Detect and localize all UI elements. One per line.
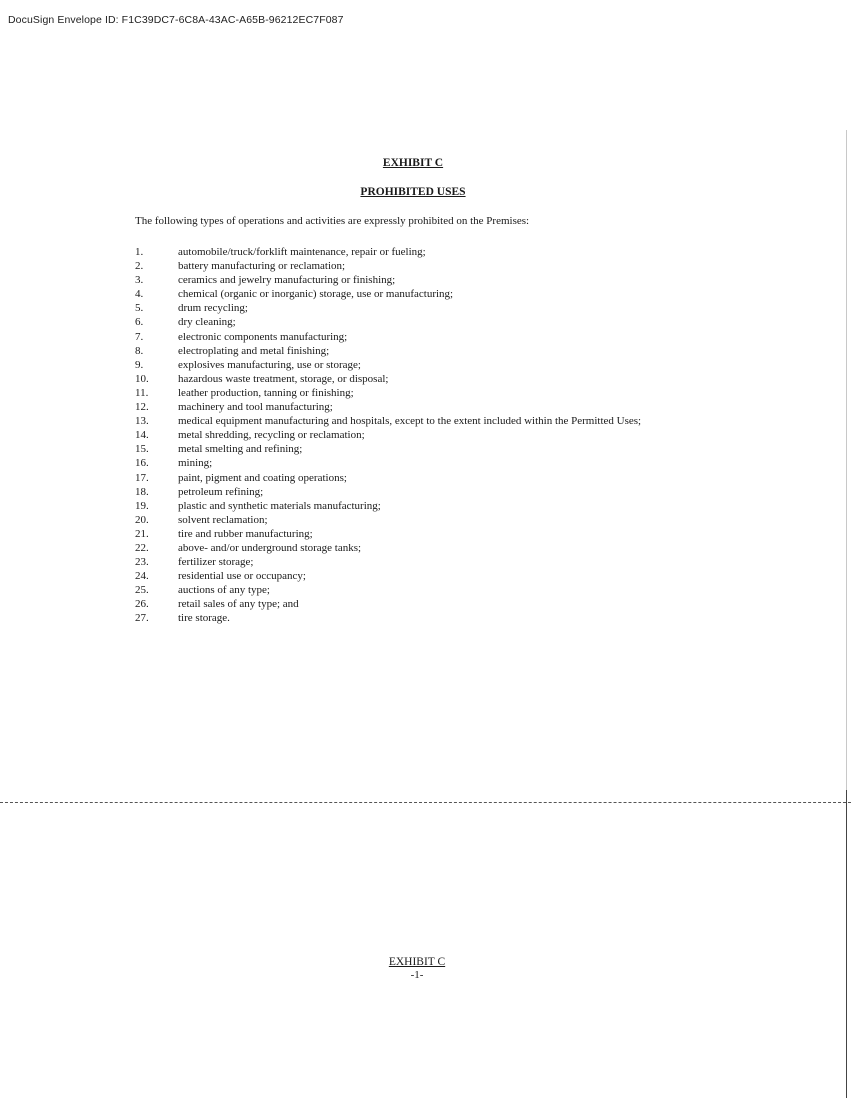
- list-item: [135, 569, 641, 583]
- list-item-number: 16.: [135, 457, 149, 470]
- list-item-number: 2.: [135, 260, 144, 273]
- list-item: [135, 428, 641, 442]
- list-item-number: 24.: [135, 570, 149, 583]
- list-item-text: battery manufacturing or reclamation;: [178, 260, 346, 273]
- list-item: [135, 555, 641, 569]
- scan-edge-rule-dark: [846, 790, 847, 1098]
- list-item-text: petroleum refining;: [178, 485, 264, 498]
- list-item-number: 9.: [135, 358, 144, 371]
- list-item-number: 5.: [135, 302, 144, 315]
- list-item-number: 22.: [135, 541, 149, 554]
- list-item: [135, 259, 641, 273]
- list-item: [135, 471, 641, 485]
- list-item: [135, 597, 641, 611]
- list-item: [135, 611, 641, 625]
- list-item: [135, 456, 641, 470]
- list-item-number: 10.: [135, 372, 149, 385]
- list-item-text: mining;: [178, 457, 213, 470]
- list-item: [135, 386, 641, 400]
- list-item: [135, 527, 641, 541]
- footer-page-number: -1-: [410, 969, 424, 981]
- list-item-number: 7.: [135, 330, 144, 343]
- list-item-text: metal smelting and refining;: [178, 443, 303, 456]
- list-item: [135, 273, 641, 287]
- list-item-number: 27.: [135, 612, 149, 625]
- list-item-text: auctions of any type;: [178, 584, 270, 597]
- list-item: [135, 358, 641, 372]
- list-item-text: fertilizer storage;: [178, 556, 254, 569]
- page-break-dashed-line: [0, 802, 851, 803]
- list-item-text: medical equipment manufacturing and hospitals, except to the extent included within the Permitted Uses;: [178, 415, 642, 428]
- list-item-number: 8.: [135, 344, 144, 357]
- list-item-number: 26.: [135, 598, 149, 611]
- list-item-number: 14.: [135, 429, 149, 442]
- list-item: [135, 330, 641, 344]
- list-item-number: 4.: [135, 288, 144, 301]
- prohibited-uses-heading: PROHIBITED USES: [360, 186, 466, 198]
- list-item-number: 19.: [135, 499, 149, 512]
- list-item-text: dry cleaning;: [178, 316, 236, 329]
- list-item: [135, 485, 641, 499]
- list-item: [135, 301, 641, 315]
- list-item-text: automobile/truck/forklift maintenance, repair or fueling;: [178, 246, 426, 258]
- list-item: [135, 541, 641, 555]
- list-item: [135, 372, 641, 386]
- list-item-text: electroplating and metal finishing;: [178, 344, 330, 357]
- list-item-text: drum recycling;: [178, 302, 248, 315]
- list-item: [135, 414, 641, 428]
- list-item: [135, 499, 641, 513]
- list-item-text: above- and/or underground storage tanks;: [178, 541, 362, 554]
- list-item-text: solvent reclamation;: [178, 513, 268, 526]
- list-item: [135, 245, 641, 259]
- list-item-number: 12.: [135, 401, 149, 414]
- list-item-number: 25.: [135, 584, 149, 597]
- list-item-number: 20.: [135, 513, 149, 526]
- list-item-text: leather production, tanning or finishing;: [178, 386, 354, 399]
- list-item: [135, 583, 641, 597]
- prohibited-uses-list: [135, 245, 641, 626]
- docusign-envelope-id: DocuSign Envelope ID: F1C39DC7-6C8A-43AC-A65B-96212EC7F087: [8, 14, 344, 26]
- list-item-text: hazardous waste treatment, storage, or disposal;: [178, 372, 389, 385]
- list-item-text: retail sales of any type; and: [178, 598, 299, 611]
- list-item-number: 3.: [135, 274, 144, 287]
- list-item: [135, 513, 641, 527]
- list-item-text: electronic components manufacturing;: [178, 330, 348, 343]
- list-item-text: plastic and synthetic materials manufacturing;: [178, 499, 381, 512]
- list-item-number: 23.: [135, 556, 149, 569]
- list-item-text: ceramics and jewelry manufacturing or finishing;: [178, 274, 396, 287]
- list-item-number: 17.: [135, 471, 149, 484]
- list-item-text: paint, pigment and coating operations;: [178, 471, 347, 484]
- list-item-number: 15.: [135, 443, 149, 456]
- list-item-number: 13.: [135, 415, 149, 428]
- list-item-number: 11.: [135, 386, 149, 399]
- list-item-text: metal shredding, recycling or reclamation;: [178, 429, 365, 442]
- list-item-text: residential use or occupancy;: [178, 570, 306, 583]
- list-item-text: chemical (organic or inorganic) storage, use or manufacturing;: [178, 288, 454, 301]
- list-item-text: machinery and tool manufacturing;: [178, 401, 333, 414]
- list-item: [135, 287, 641, 301]
- list-item: [135, 344, 641, 358]
- list-item-text: explosives manufacturing, use or storage;: [178, 358, 361, 371]
- footer-exhibit-title: EXHIBIT C: [388, 956, 446, 968]
- list-item-number: 21.: [135, 527, 149, 540]
- list-item: [135, 442, 641, 456]
- exhibit-heading: EXHIBIT C: [382, 157, 444, 169]
- list-item-number: 6.: [135, 316, 144, 329]
- list-item-text: tire and rubber manufacturing;: [178, 527, 313, 540]
- list-item-text: tire storage.: [178, 612, 230, 625]
- list-item: [135, 315, 641, 329]
- list-item: [135, 400, 641, 414]
- list-item-number: 18.: [135, 485, 149, 498]
- list-item-number: 1.: [135, 246, 144, 258]
- intro-paragraph: The following types of operations and activities are expressly prohibited on the Premises:: [135, 215, 530, 227]
